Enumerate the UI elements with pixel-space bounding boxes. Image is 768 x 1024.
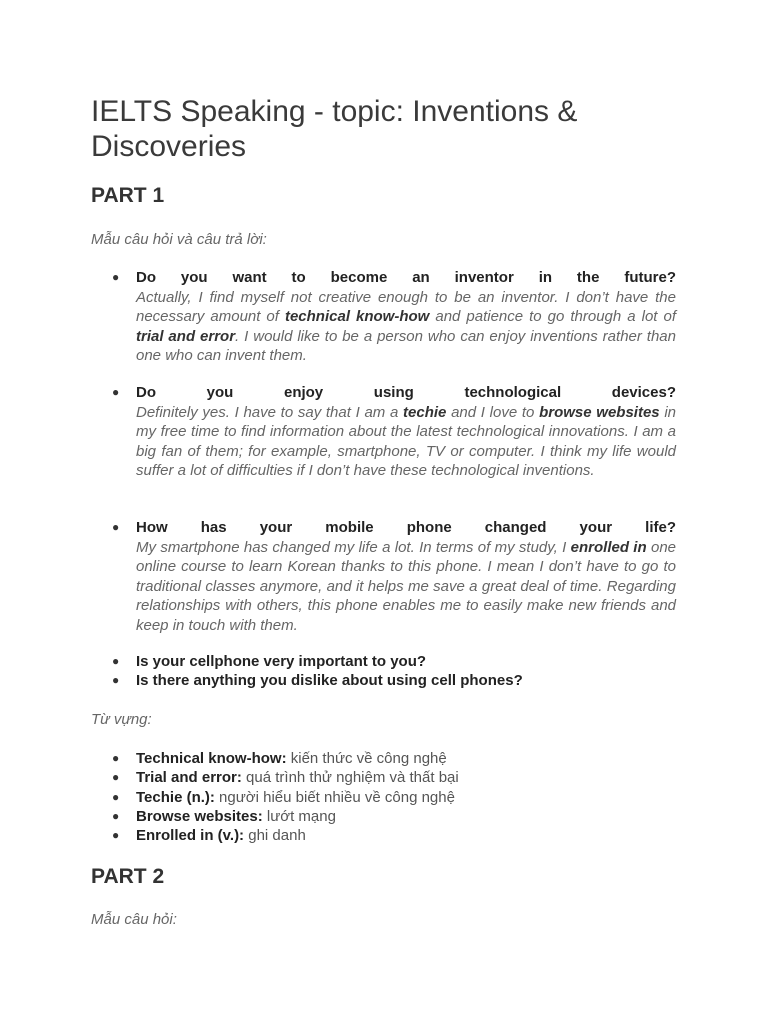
vocab-item: ● Trial and error: quá trình thử nghiệm và thất bại — [112, 769, 459, 786]
bullet-icon: ● — [112, 828, 120, 842]
bullet-icon: ● — [112, 751, 120, 765]
question-text: How has your mobile phone changed your life? — [136, 519, 676, 536]
part2-heading: PART 2 — [91, 865, 165, 888]
question-text: Do you enjoy using technological devices? — [136, 384, 676, 401]
bullet-icon: ● — [112, 790, 120, 804]
vocab-item: ● Techie (n.): người hiểu biết nhiều về công nghệ — [112, 789, 455, 806]
answer-text: Actually, I find myself not creative enough to be an inventor. I don’t have the necessary amount of technical know-how and patience to go through a lot of trial and error. I would like to be a person who can enjoy inventions rather than one who can invent them. — [136, 288, 676, 364]
list-item — [112, 652, 696, 672]
bullet-icon: ● — [112, 770, 120, 784]
bullet-icon: ● — [112, 520, 120, 534]
bullet-icon: ● — [112, 673, 120, 687]
highlight-term: trial and error — [136, 327, 236, 345]
highlight-term: browse websites — [539, 403, 660, 421]
answer-text: Definitely yes. I have to say that I am a techie and I love to browse websites in my free time to find information about the latest technological innovations. I am a big fan of them; for example, smartphone, TV or computer. I think my life would suffer a lot of difficulties if I don’t have these technological inventions. — [136, 403, 677, 479]
answer-text: My smartphone has changed my life a lot. In terms of my study, I enrolled in one online course to learn Korean thanks to this phone. I mean I don’t have to go to traditional classes anymore, and it helps me save a great deal of time. Regarding relationships with others, this phone enables me to easily make new friends and keep in touch with them. — [136, 538, 677, 634]
vocab-item: ● Browse websites: lướt mạng — [112, 808, 336, 825]
list-item — [112, 671, 696, 691]
part2-intro: Mẫu câu hỏi: — [91, 911, 177, 928]
bullet-icon: ● — [112, 809, 120, 823]
highlight-term: enrolled in — [570, 538, 647, 556]
vocab-item: ● Technical know-how: kiến thức về công nghệ — [112, 750, 447, 767]
qa-item-2 — [112, 383, 677, 481]
part1-intro: Mẫu câu hỏi và câu trả lời: — [91, 231, 267, 248]
question-text: Do you want to become an inventor in the future? — [136, 269, 676, 286]
qa-item-1 — [112, 268, 676, 366]
highlight-term: techie — [403, 403, 447, 421]
vocab-item: ● Enrolled in (v.): ghi danh — [112, 827, 306, 844]
part1-heading: PART 1 — [91, 184, 165, 207]
question-text: Is your cellphone very important to you? — [136, 653, 427, 670]
bullet-icon: ● — [112, 385, 120, 399]
bullet-icon: ● — [112, 270, 120, 284]
document-title: IELTS Speaking - topic: Inventions & Discoveries — [91, 95, 578, 163]
highlight-term: technical know-how — [284, 308, 430, 325]
vocab-heading: Từ vựng: — [91, 711, 152, 728]
question-text: Is there anything you dislike about using cell phones? — [136, 672, 523, 689]
bullet-icon: ● — [112, 654, 120, 668]
qa-item-3 — [112, 518, 677, 635]
